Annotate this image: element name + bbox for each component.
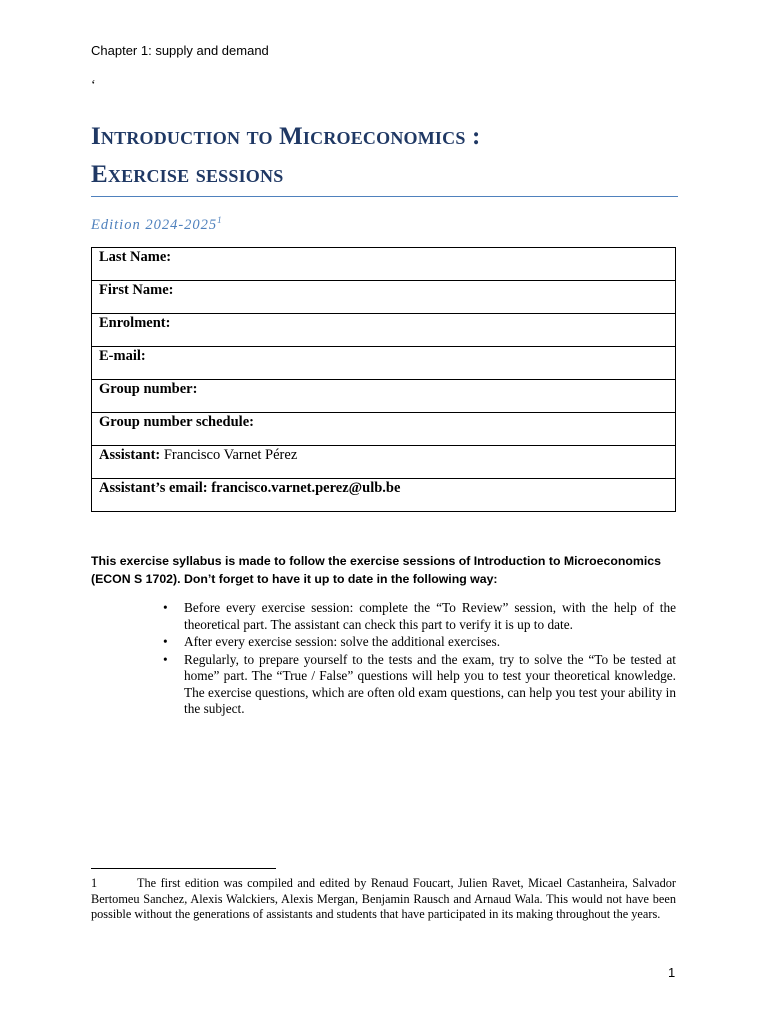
form-row-enrolment[interactable] [92,314,676,347]
edition-text: Edition 2024-2025 [91,216,218,233]
stray-quote-mark: ‘ [91,78,96,93]
form-label: E-mail: [99,348,146,364]
running-header: Chapter 1: supply and demand [91,43,269,58]
form-label: Enrolment: [99,315,171,331]
form-label: Group number schedule: [99,414,254,430]
list-item-text: After every exercise session: solve the additional exercises. [184,634,501,649]
title-line-1: Introduction to Microeconomics : [91,123,481,150]
bullet-icon: • [163,634,168,649]
document-title [91,118,681,194]
list-item-text: Regularly, to prepare yourself to the tests and the exam, try to solve the “To be tested at home” part. The “True / False” questions will help you to test your theoretical knowledge. The exercise questions, which are often old exam questions, can help you test your ability in the subject. [184,651,676,716]
form-label: Assistant’s email: francisco.varnet.perez@ulb.be [99,480,401,496]
page-number: 1 [668,965,676,980]
form-row-group-number[interactable] [92,380,676,413]
list-item [163,634,676,651]
title-line-2: Exercise sessions [91,161,284,188]
student-info-form [91,247,676,512]
form-row-assistant-email [92,479,676,512]
form-row-last-name[interactable] [92,248,676,281]
form-label: First Name: [99,282,174,298]
form-row-first-name[interactable] [92,281,676,314]
instructions-list [163,600,676,719]
footnote-text: The first edition was compiled and edited by Renaud Foucart, Julien Ravet, Micael Castanheira, Salvador Bertomeu Sanchez, Alexis Walckiers, Alexis Mergan, Benjamin Rausch and Arnaud Wala. This would not have been possible without the generations of assistants and students that have participated in its making throughout the years. [91,876,676,921]
intro-paragraph: This exercise syllabus is made to follow the exercise sessions of Introduction to Microeconomics (ECON S 1702). Don’t forget to have it up to date in the following way: [91,554,661,586]
form-row-assistant [92,446,676,479]
form-label: Last Name: [99,249,172,265]
form-value: Francisco Varnet Pérez [160,447,298,463]
form-row-group-schedule[interactable] [92,413,676,446]
list-item-text: Before every exercise session: complete the “To Review” session, with the help of the theoretical part. The assistant can check this part to verify it is up to date. [184,600,676,632]
form-row-email[interactable] [92,347,676,380]
title-divider [91,196,678,197]
footnote-separator [91,868,276,869]
footnote [91,876,676,923]
list-item [163,600,676,633]
bullet-icon: • [163,651,168,667]
bullet-icon: • [163,600,168,615]
form-label: Group number: [99,381,198,397]
edition-line [91,215,222,234]
list-item [163,652,676,718]
form-label: Assistant: [99,447,161,463]
footnote-number: 1 [91,876,98,890]
edition-footnote-ref: 1 [217,215,222,225]
